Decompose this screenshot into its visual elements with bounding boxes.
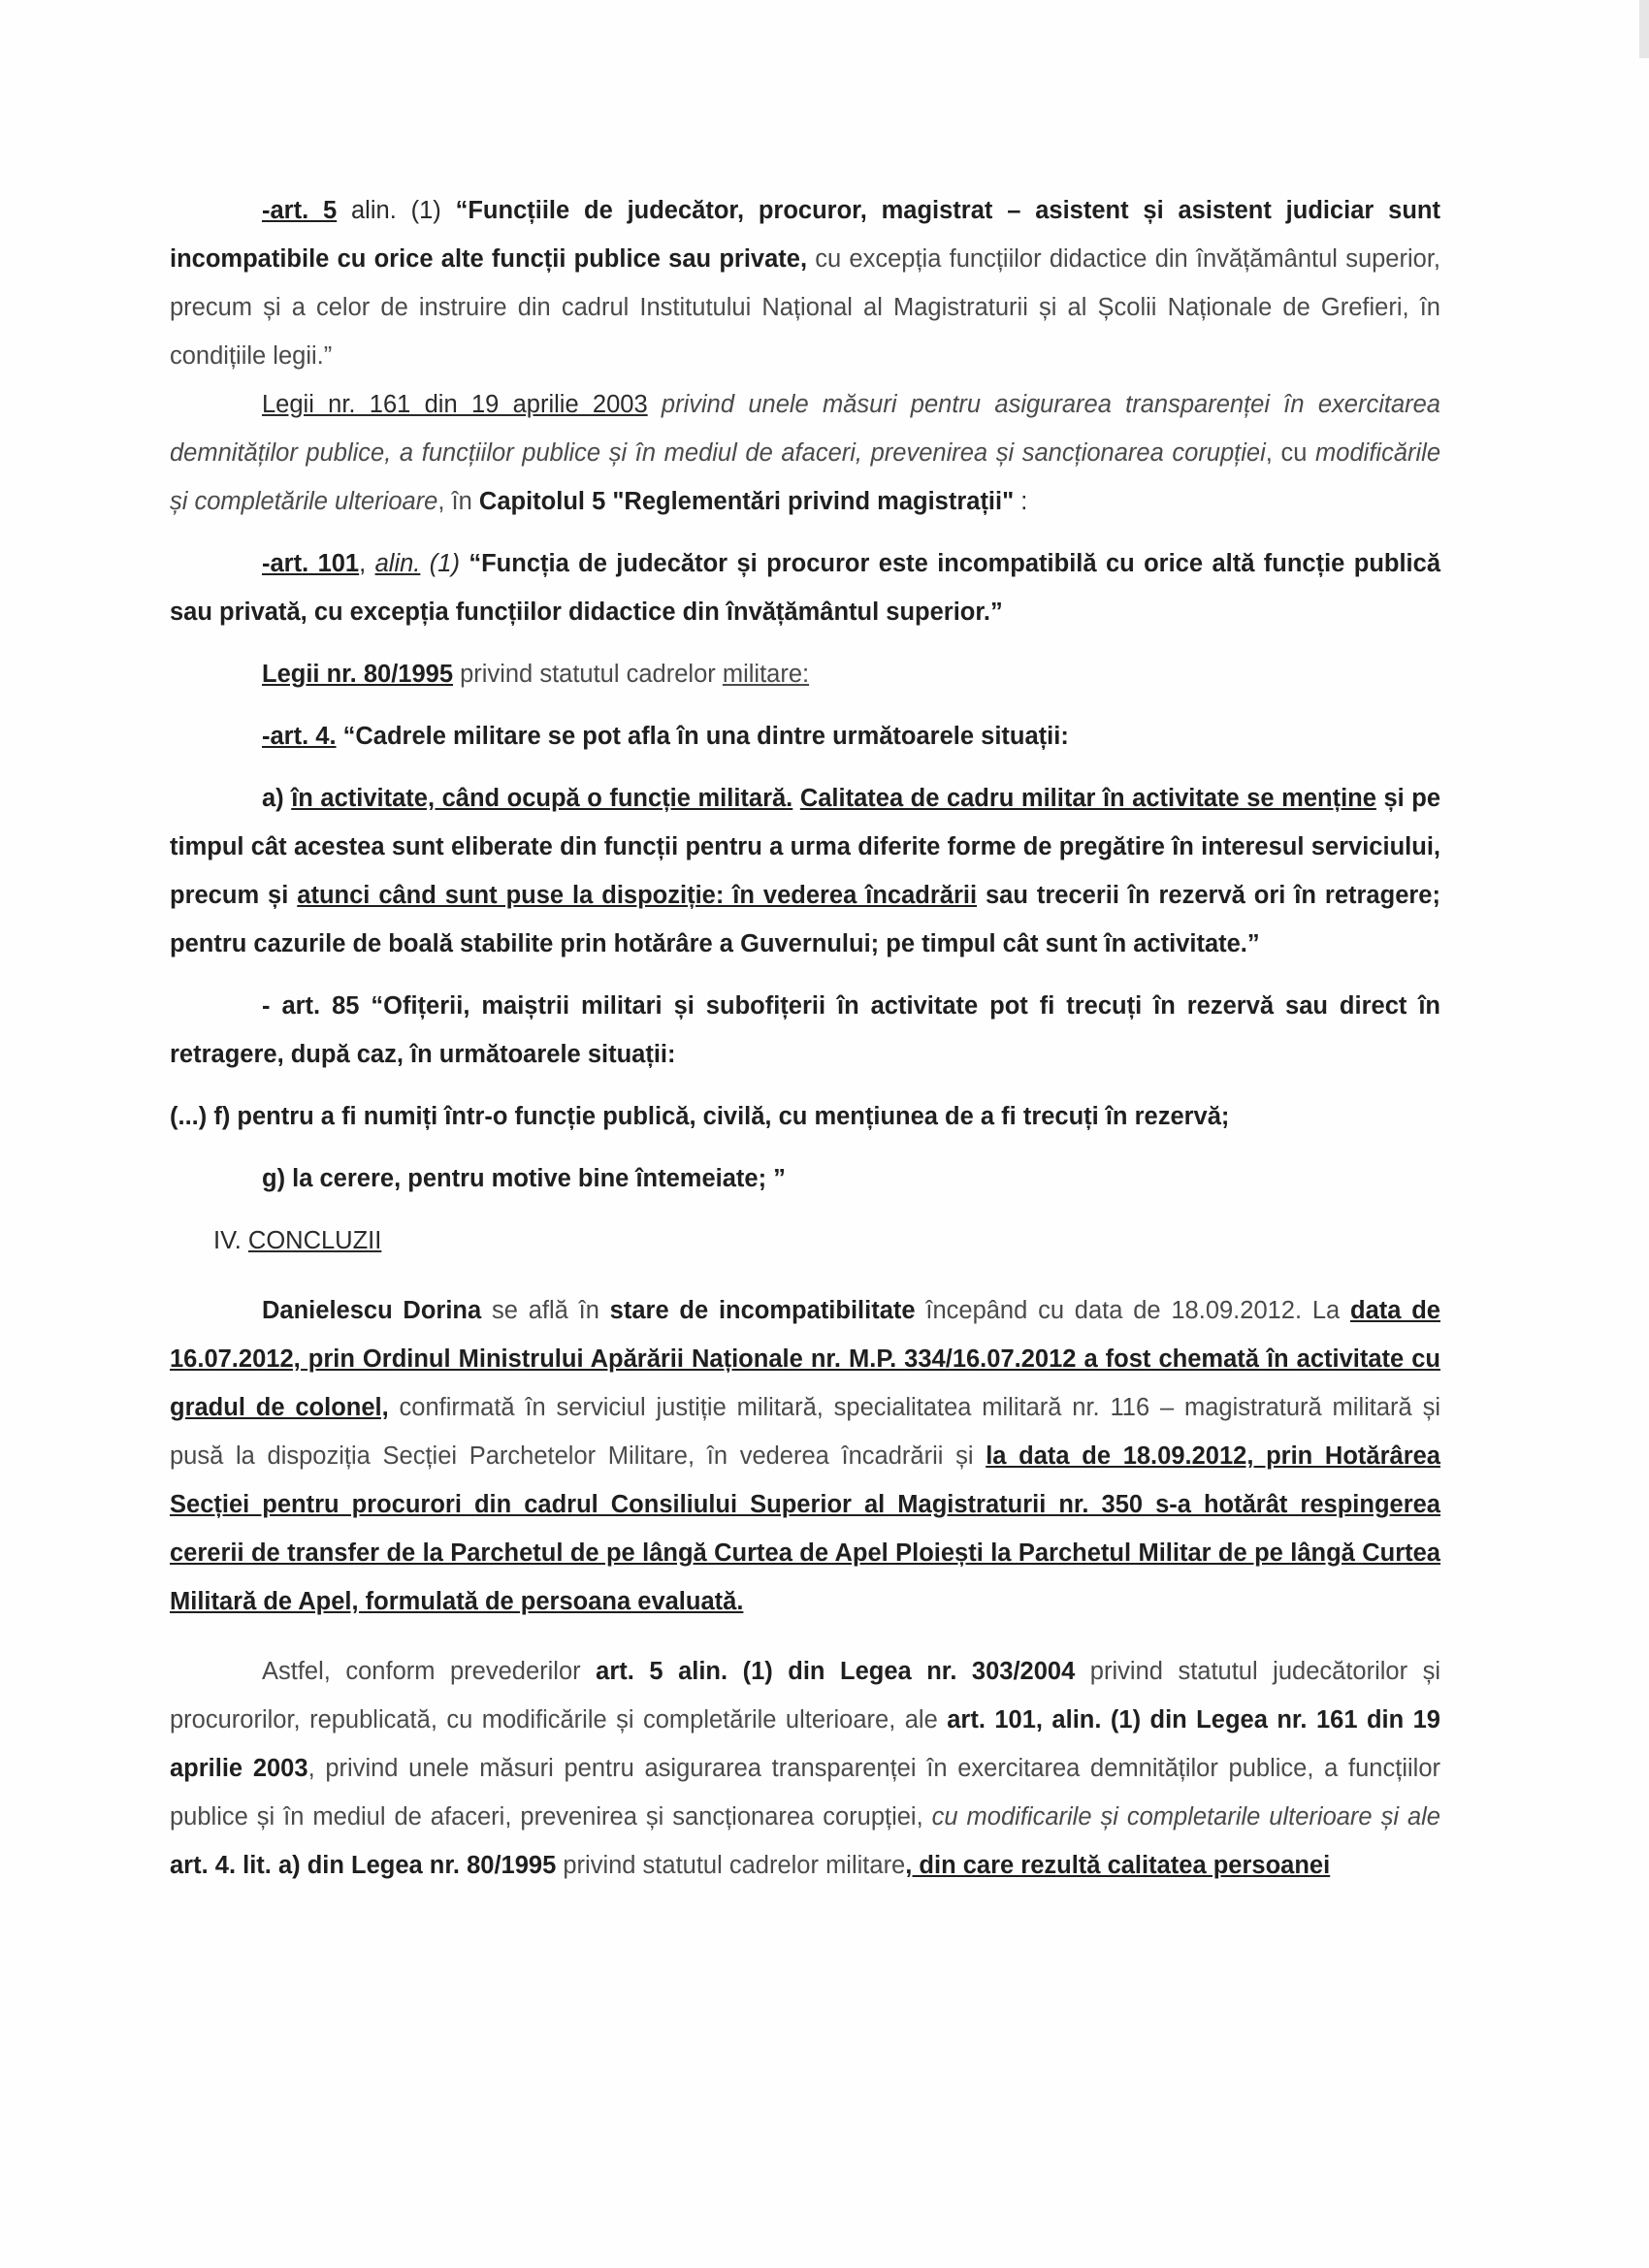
paragraph-art101 (170, 539, 1440, 636)
text: g) la cerere, pentru motive bine întemeiate; ” (262, 1165, 786, 1192)
paragraph-art85 (170, 982, 1440, 1079)
text-italic: modificările și completările ulterioare (170, 439, 1441, 515)
text-bold: stare de incompatibilitate (609, 1297, 916, 1324)
text: Astfel, conform prevederilor (262, 1658, 597, 1685)
text-italic: cu modificarile și completarile ulterioare și ale (931, 1803, 1440, 1831)
text-underlined: data de 16.07.2012, prin Ordinul Ministrului Apărării Naționale nr. M.P. 334/16.07.2012 a fost chemată în activitate cu gradul de colonel, (170, 1297, 1440, 1421)
text: (...) f) pentru a fi numiți într-o funcție publică, civilă, cu mențiunea de a fi trecuți în rezervă; (170, 1103, 1230, 1130)
text-bold: art. 4. lit. a) din Legea nr. 80/1995 (170, 1852, 557, 1879)
quote-bold: “Funcția de judecător și procuror este incompatibilă cu orice altă funcție publică sau privată, cu excepția funcțiilor didactice din învățământul superior.” (170, 550, 1441, 626)
text: a) (262, 785, 292, 812)
text (792, 785, 800, 812)
text-underlined: la data de 18.09.2012, prin Hotărârea Secției pentru procurori din cadrul Consiliului Superior al Magistraturii nr. 350 s-a hotărât respingerea cererii de transfer de la Parchetul de pe lângă Curtea de Apel Ploiești la Parchetul Militar de pe lângă Curtea Militară de Apel, formulată de persoana evaluată. (170, 1442, 1440, 1615)
text-underlined: militare: (722, 661, 810, 688)
paragraph-law161 (170, 380, 1440, 526)
text-bold: art. 5 alin. (1) din Legea nr. 303/2004 (596, 1658, 1076, 1685)
text-underlined: atunci când sunt puse la dispoziție: în vederea încadrării (297, 882, 978, 909)
quote-bold: “Cadrele militare se pot afla în una dintre următoarele situații: (336, 723, 1069, 750)
paragraph-conclusions (170, 1286, 1440, 1626)
article-ref: -art. 4. (262, 723, 337, 750)
article-ref: -art. 101 (262, 550, 360, 577)
text-bold: art. 101, alin. (1) din Legea nr. 161 din 19 aprilie 2003 (170, 1706, 1440, 1782)
chapter-ref: Capitolul 5 "Reglementări privind magistrații" (478, 488, 1015, 515)
text-underlined: Calitatea de cadru militar în activitate se menține (799, 785, 1376, 812)
document-body (170, 186, 1440, 1890)
text: privind statutul cadrelor militare (556, 1852, 906, 1879)
section-title: CONCLUZII (247, 1227, 382, 1254)
text-italic: alin. (374, 550, 421, 577)
text: și pe timpul cât acestea sunt eliberate din funcții pentru a urma diferite forme de pregătire în interesul serviciului, precum și (170, 785, 1441, 909)
law-ref: Legii nr. 161 din 19 aprilie 2003 (262, 391, 648, 418)
text: se află în (481, 1297, 610, 1324)
quote-bold: “Funcțiile de judecător, procuror, magistrat – asistent și asistent judiciar sunt incompatibile cu orice alte funcții publice sau private, (170, 197, 1440, 273)
paragraph-art5 (170, 186, 1440, 380)
text: : (1014, 488, 1028, 515)
paragraph-art4 (170, 712, 1440, 761)
scan-edge (1639, 0, 1649, 58)
paragraph-law80 (170, 650, 1440, 698)
text: confirmată în serviciul justiție militară, specialitatea militară nr. 116 – magistratură militară și pusă la dispoziția Secției Parchetelor Militare, în vederea încadrării și (170, 1394, 1440, 1470)
quote: cu excepția funcțiilor didactice din învățământul superior, precum și a celor de instruire din cadrul Institutului Național al Magistraturii și al Școlii Naționale de Grefieri, în condițiile legii.” (170, 245, 1440, 370)
section-heading (170, 1216, 1440, 1265)
text: , în (437, 488, 479, 515)
text: alin. (1) (337, 197, 456, 224)
text-italic: (1) (420, 550, 460, 577)
paragraph-art85-g (170, 1154, 1440, 1203)
text-underlined: în activitate, când ocupă o funcție militară. (291, 785, 793, 812)
text: , (359, 550, 375, 577)
text: sau trecerii în rezervă ori în retragere; pentru cazurile de boală stabilite prin hotărâre a Guvernului; pe timpul cât sunt în activitate.” (170, 882, 1440, 957)
paragraph-astfel (170, 1647, 1440, 1890)
law-ref: Legii nr. 80/1995 (262, 661, 454, 688)
text: începând cu data de 18.09.2012. La (915, 1297, 1351, 1324)
text: , cu (1265, 439, 1316, 467)
text-underlined: , din care rezultă calitatea persoanei (905, 1852, 1331, 1879)
text: privind statutul cadrelor (453, 661, 723, 688)
article-ref: -art. 5 (262, 197, 338, 224)
paragraph-art85-f (170, 1092, 1440, 1141)
person-name: Danielescu Dorina (262, 1297, 482, 1324)
text: , privind unele măsuri pentru asigurarea transparenței în exercitarea demnităților publice, a funcțiilor publice și în mediul de afaceri, prevenirea și sancționarea corupției, (170, 1755, 1440, 1831)
law-title: privind unele măsuri pentru asigurarea transparenței în exercitarea demnităților publice, a funcțiilor publice și în mediul de afaceri, prevenirea și sancționarea corupției (170, 391, 1440, 467)
section-number: IV. (213, 1227, 248, 1254)
paragraph-art4-a (170, 774, 1440, 968)
text: privind statutul judecătorilor și procurorilor, republicată, cu modificările și completările ulterioare, ale (170, 1658, 1441, 1733)
text: - art. 85 “Ofițerii, maiștrii militari și subofițerii în activitate pot fi trecuți în rezervă sau direct în retragere, după caz, în următoarele situații: (170, 992, 1440, 1068)
